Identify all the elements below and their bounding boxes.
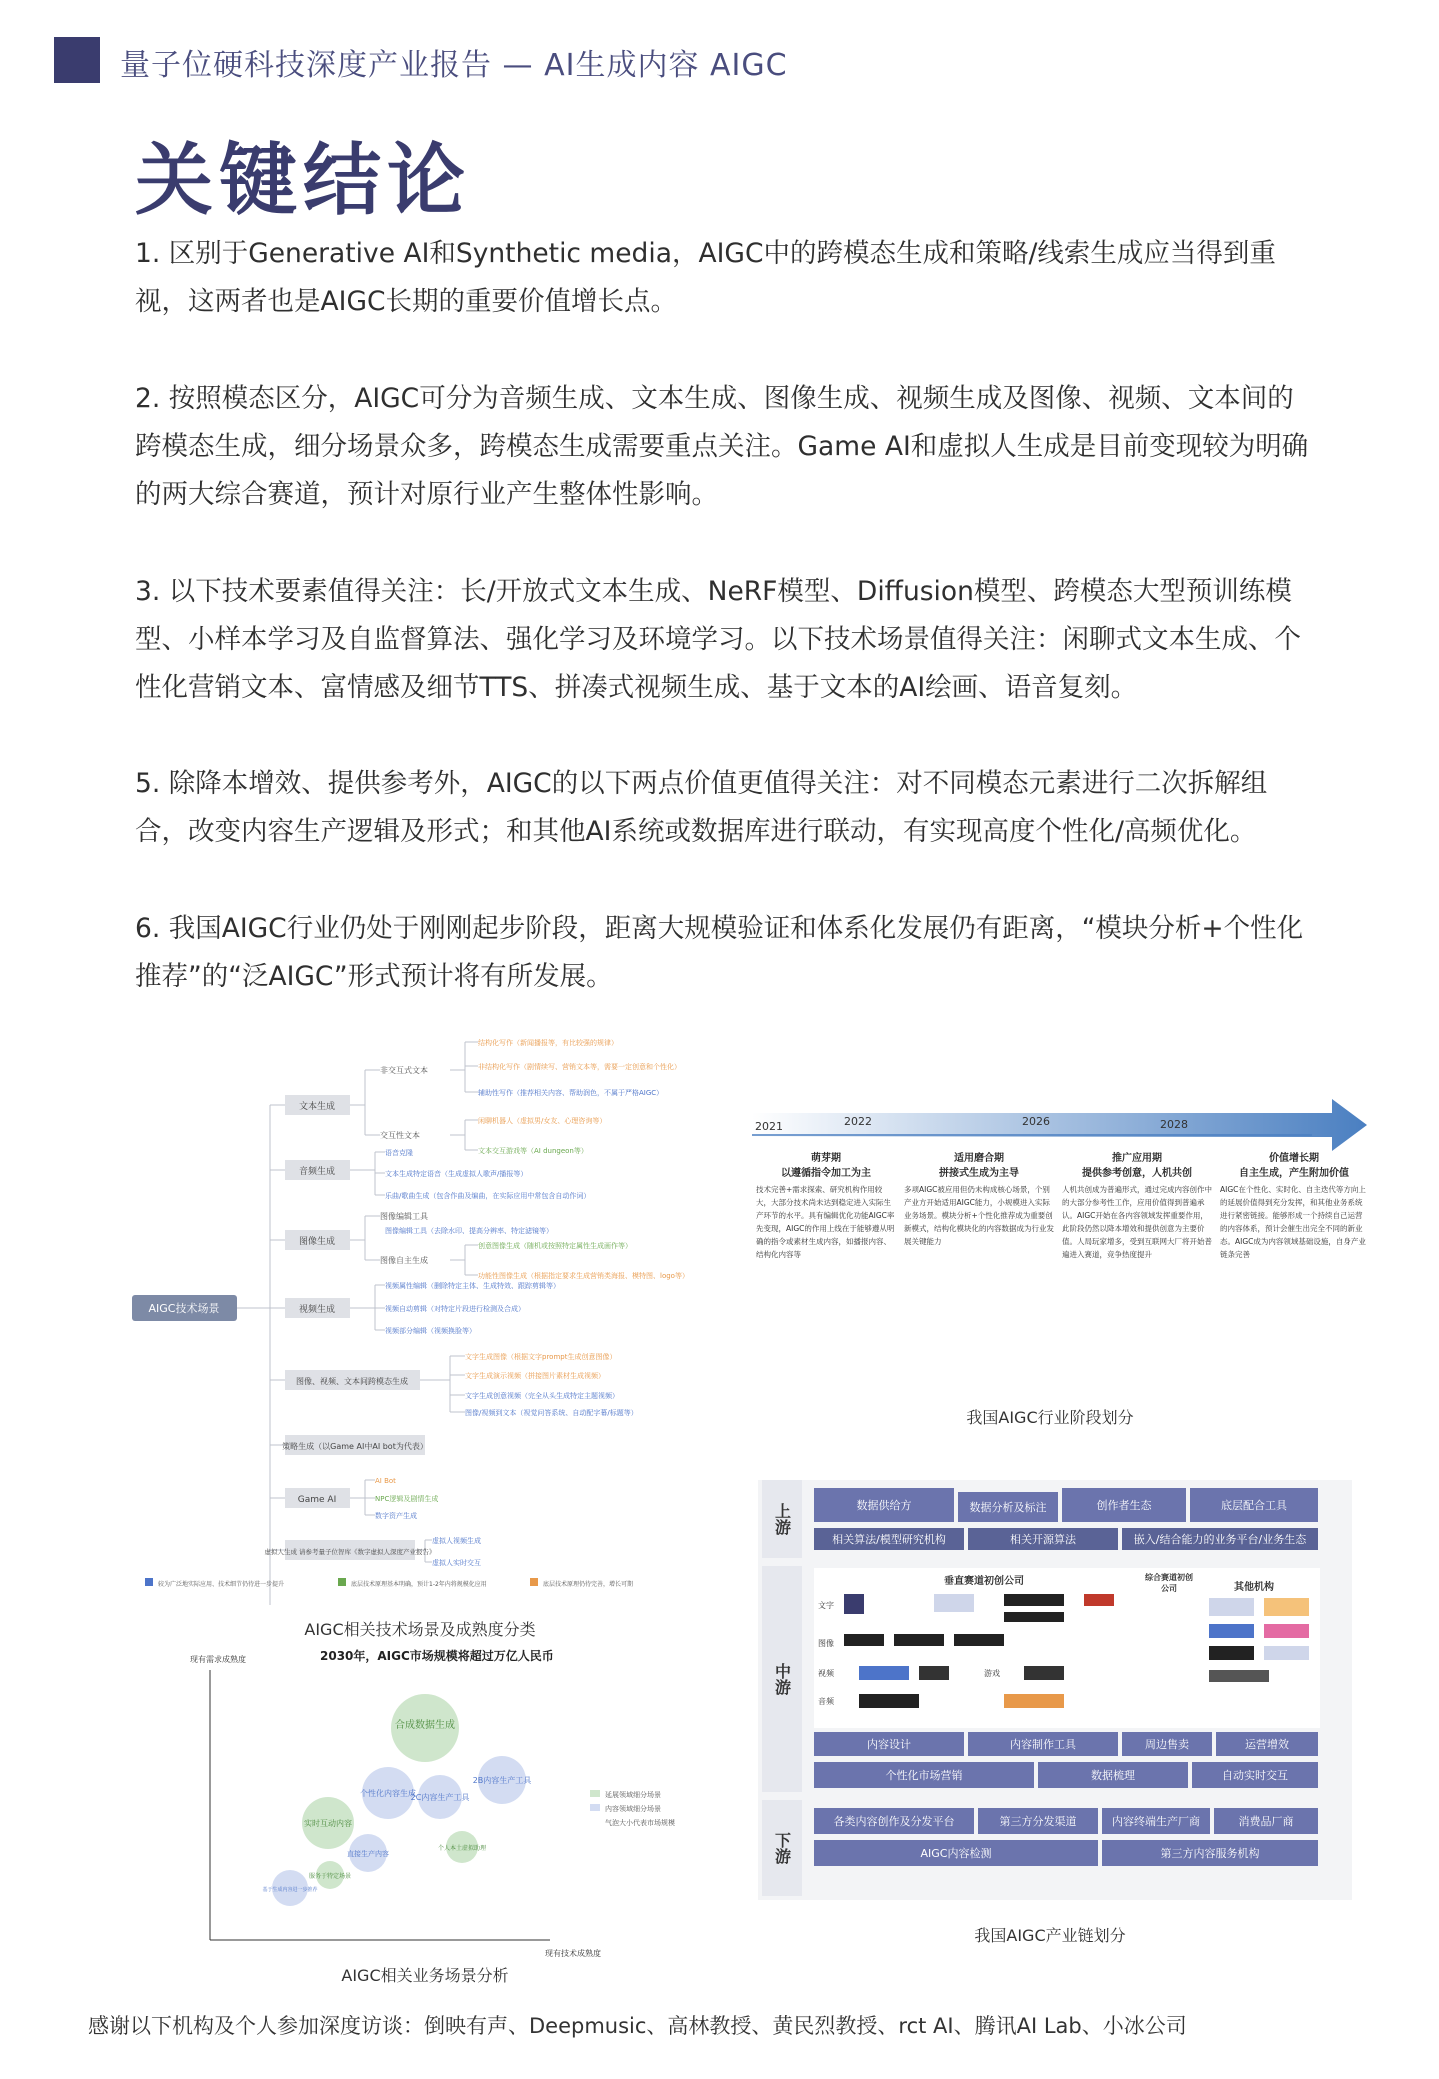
company-logo-icon bbox=[1264, 1646, 1309, 1660]
leaf: 视频属性编辑（删除特定主体、生成特效、跟踪剪辑等） bbox=[385, 1282, 560, 1290]
company-logo-icon bbox=[1024, 1666, 1064, 1680]
timeline-stages bbox=[752, 1149, 1372, 1261]
stage-col bbox=[1058, 1149, 1216, 1261]
conclusion-2: 2. 按照模态区分，AIGC可分为音频生成、文本生成、图像生成、视频生成及图像、视频、文本间的跨模态生成，细分场景众多，跨模态生成需要重点关注。Game AI和虚拟人生成是目前变现较为明确的两大综合赛道，预计对原行业产生整体性影响。 bbox=[135, 383, 1309, 510]
leaf: 语音克隆 bbox=[385, 1149, 413, 1157]
company-logo-icon bbox=[919, 1666, 949, 1680]
stage-text: AIGC在个性化、实时化、自主迭代等方向上的延展价值得到充分发挥，和其他业务系统进行紧密链接。能够形成一个持续自己运营的内容体系，预计会催生出完全不同的新业态。AIGC成为内容领域基础设施，自身产业链条完善 bbox=[1220, 1185, 1366, 1259]
bubble-legend-blue bbox=[590, 1804, 600, 1811]
company-logo-icon bbox=[934, 1594, 974, 1612]
tree-lines bbox=[237, 1042, 478, 1605]
bubble-label: 基于生成内容进一步推荐 bbox=[262, 1887, 318, 1893]
branch-video-gen: 视频生成 bbox=[298, 1305, 336, 1315]
leaf: 文字生成图像（根据文字prompt生成创意图像） bbox=[465, 1353, 617, 1361]
leaf: 乐曲/歌曲生成（包含作曲及编曲，在实际应用中常包含自动作词） bbox=[385, 1192, 591, 1200]
chain-up-data-supplier: 数据供给方 bbox=[814, 1488, 954, 1522]
stage-name: 萌芽期 bbox=[811, 1153, 841, 1164]
year-2026: 2026 bbox=[1022, 1115, 1050, 1128]
chain-mid-production-tools: 内容制作工具 bbox=[968, 1732, 1118, 1756]
chain-up-research: 相关算法/模型研究机构 bbox=[814, 1528, 964, 1550]
leaf: 创意图像生成（随机或按照特定属性生成画作等） bbox=[478, 1242, 632, 1250]
timeline-caption: 我国AIGC行业阶段划分 bbox=[966, 1408, 1134, 1427]
chain-other-logos bbox=[1209, 1598, 1314, 1718]
chain-label-downstream: 下游 bbox=[762, 1800, 802, 1896]
chain-mid-data-sorting: 数据梳理 bbox=[1038, 1762, 1188, 1788]
year-2022: 2022 bbox=[844, 1115, 872, 1128]
leaf: 虚拟人实时交互 bbox=[432, 1559, 481, 1567]
legend-green-text: 底层技术原理基本明确，预计1-2年内将规模化应用 bbox=[351, 1581, 487, 1588]
conclusion-1: 1. 区别于Generative AI和Synthetic media，AIGC中的跨模态生成和策略/线索生成应当得到重视，这两者也是AIGC长期的重要价值增长点。 bbox=[135, 238, 1276, 317]
leaf: 视频自动剪辑（对特定片段进行检测及合成） bbox=[385, 1305, 525, 1313]
chain-mid-content-design: 内容设计 bbox=[814, 1732, 964, 1756]
bubble-svg bbox=[150, 1640, 685, 1965]
company-logo-icon bbox=[954, 1634, 1004, 1646]
sub-interactive-text: 交互性文本 bbox=[380, 1131, 420, 1140]
company-logo-icon bbox=[1264, 1598, 1309, 1616]
stage-col bbox=[900, 1149, 1058, 1261]
bubble-label: 2B内容生产工具 bbox=[472, 1776, 532, 1785]
chain-mid-panel bbox=[814, 1568, 1320, 1728]
leaf: 辅助性写作（推荐相关内容、帮助润色，不属于严格AIGC） bbox=[478, 1089, 664, 1097]
leaf: 文本生成特定语音（生成虚拟人歌声/播报等） bbox=[385, 1170, 528, 1178]
stage-col bbox=[752, 1149, 900, 1261]
sub-noninteractive-text: 非交互式文本 bbox=[380, 1066, 428, 1075]
stage-name: 推广应用期 bbox=[1112, 1153, 1162, 1164]
chain-down-platforms: 各类内容创作及分发平台 bbox=[814, 1808, 974, 1834]
chain-mid-row-game: 游戏 bbox=[984, 1669, 1000, 1678]
chain-mid-other-title: 其他机构 bbox=[1234, 1582, 1274, 1593]
chain-up-platform: 嵌入/结合能力的业务平台/业务生态 bbox=[1122, 1528, 1318, 1550]
branch-image-gen: 图像生成 bbox=[298, 1237, 336, 1247]
chain-caption: 我国AIGC产业链划分 bbox=[974, 1926, 1126, 1945]
tech-tree-figure bbox=[120, 1020, 715, 1605]
leaf: 虚拟人视频生成 bbox=[432, 1537, 481, 1545]
chain-mid-realtime-interaction: 自动实时交互 bbox=[1192, 1762, 1318, 1788]
leaf: 文本交互游戏等（AI dungeon等） bbox=[478, 1147, 588, 1155]
chain-down-distribution: 第三方分发渠道 bbox=[978, 1808, 1098, 1834]
company-logo-icon bbox=[894, 1634, 944, 1646]
chain-down-terminal: 内容终端生产厂商 bbox=[1102, 1808, 1210, 1834]
leaf: 文字生成创意视频（完全从头生成特定主题视频） bbox=[465, 1392, 619, 1400]
chain-mid-row-image: 图像 bbox=[818, 1639, 834, 1648]
legend-blue-text: 较为广泛地实际应用、技术细节仍待进一步提升 bbox=[158, 1581, 285, 1588]
leaf: 视频部分编辑（视频换脸等） bbox=[385, 1327, 476, 1335]
tree-leaves bbox=[375, 1038, 689, 1567]
company-logo-icon bbox=[1209, 1646, 1254, 1660]
chain-down-consumer: 消费品厂商 bbox=[1214, 1808, 1318, 1834]
chain-mid-merch: 周边售卖 bbox=[1122, 1732, 1212, 1756]
stage-name: 适用磨合期 bbox=[954, 1153, 1004, 1164]
bubble-legend-text: 延展领域细分场景 bbox=[605, 1791, 661, 1799]
bubble-title: 2030年，AIGC市场规模将超过万亿人民币 bbox=[320, 1649, 554, 1663]
bubble-label: 合成数据生成 bbox=[395, 1720, 455, 1731]
header-title: 量子位硬科技深度产业报告 — AI生成内容 AIGC bbox=[120, 48, 788, 83]
year-2021: 2021 bbox=[755, 1120, 783, 1133]
chain-mid-row-text: 文字 bbox=[818, 1601, 834, 1610]
bubble-figure bbox=[150, 1640, 685, 1965]
leaf: 图像/视频到文本（视觉问答系统、自动配字幕/标题等） bbox=[465, 1409, 638, 1417]
branch-audio-gen: 音频生成 bbox=[298, 1167, 336, 1177]
legend-orange-text: 底层技术原理仍待完善，增长可期 bbox=[543, 1581, 634, 1588]
chain-mid-marketing: 个性化市场营销 bbox=[814, 1762, 1034, 1788]
conclusion-5: 5. 除降本增效、提供参考外，AIGC的以下两点价值更值得关注：对不同模态元素进行二次拆解组合，改变内容生产逻辑及形式；和其他AI系统或数据库进行联动，有实现高度个性化/高频优化。 bbox=[135, 768, 1268, 847]
stage-sub: 自主生成，产生附加价值 bbox=[1239, 1168, 1349, 1179]
chain-up-creator: 创作者生态 bbox=[1062, 1488, 1186, 1522]
company-logo-icon bbox=[1084, 1594, 1114, 1606]
tree-caption: AIGC相关技术场景及成熟度分类 bbox=[304, 1620, 536, 1639]
company-logo-icon bbox=[1209, 1598, 1254, 1616]
leaf: 文字生成演示视频（拼接图片素材生成视频） bbox=[465, 1372, 605, 1380]
sub-image-auto: 图像自主生成 bbox=[380, 1256, 428, 1265]
stage-col bbox=[1216, 1149, 1372, 1261]
chain-down-detection: AIGC内容检测 bbox=[814, 1840, 1098, 1866]
stage-sub: 以遵循指令加工为主 bbox=[781, 1168, 871, 1179]
leaf: NPC逻辑及剧情生成 bbox=[375, 1495, 439, 1503]
bubble-y-label: 现有需求成熟度 bbox=[190, 1655, 246, 1664]
stage-text: 技术完善+需求探索、研究机构作用较大，大部分技术尚未达到稳定进入实际生产环节的水平。具有编辑优化功能AIGC率先变现，AIGC的作用上线在于能够遵从明确的指令或素材生成内容，如播报内容、结构化内容等 bbox=[756, 1185, 895, 1259]
bubble-label: 个人本土虚拟助理 bbox=[437, 1845, 487, 1852]
branch-virtual-human: 虚拟人生成 请参考量子位智库《数字虚拟人深度产业报告》 bbox=[264, 1548, 436, 1556]
stage-sub: 提供参考创意，人机共创 bbox=[1082, 1168, 1192, 1179]
bubble-label: 2C内容生产工具 bbox=[410, 1793, 470, 1802]
bubble-legend-green bbox=[590, 1790, 600, 1797]
bubble-label: 个性化内容生成 bbox=[360, 1789, 416, 1798]
chain-mid-row-audio: 音频 bbox=[818, 1697, 834, 1706]
stage-name: 价值增长期 bbox=[1269, 1153, 1319, 1164]
company-logo-icon bbox=[1209, 1624, 1254, 1638]
chain-logo-grid bbox=[844, 1594, 1134, 1714]
leaf: 图像编辑工具（去除水印、提高分辨率、特定滤镜等） bbox=[385, 1227, 553, 1235]
company-logo-icon bbox=[859, 1666, 909, 1680]
branch-strategy: 策略生成（以Game AI中AI bot为代表） bbox=[282, 1442, 428, 1451]
tree-root-label: AIGC技术场景 bbox=[148, 1302, 220, 1315]
stage-text: 人机共创成为普遍形式，通过完成内容创作中的大部分参考性工作，应用价值得到普遍承认。AIGC开始在各内容领域发挥重要作用，此阶段仍然以降本增效和提供创意为主要价值。人局玩家增多，受到互联网大厂将开始普遍进入赛道，竞争热度提升 bbox=[1062, 1185, 1212, 1259]
conclusion-6: 6. 我国AIGC行业仍处于刚刚起步阶段，距离大规模验证和体系化发展仍有距离，“模块分析+个性化推荐”的“泛AIGC”形式预计将有所发展。 bbox=[135, 913, 1304, 992]
bubble-label: 直接生产内容 bbox=[347, 1850, 389, 1858]
chain-label-midstream: 中游 bbox=[762, 1566, 802, 1792]
company-logo-icon bbox=[1209, 1670, 1269, 1682]
bubble-caption: AIGC相关业务场景分析 bbox=[341, 1966, 509, 1985]
chain-down-services: 第三方内容服务机构 bbox=[1102, 1840, 1318, 1866]
chain-up-tools: 底层配合工具 bbox=[1190, 1488, 1318, 1522]
chain-up-data-labeling: 数据分析及标注 bbox=[958, 1492, 1058, 1522]
company-logo-icon bbox=[844, 1634, 884, 1646]
bubble-legend-text: 内容领域细分场景 bbox=[605, 1805, 661, 1813]
company-logo-icon bbox=[1004, 1694, 1064, 1708]
chain-label-upstream: 上游 bbox=[762, 1480, 802, 1558]
company-logo-icon bbox=[1264, 1624, 1309, 1638]
year-2028: 2028 bbox=[1160, 1118, 1188, 1131]
chain-mid-row-video: 视频 bbox=[818, 1669, 834, 1678]
chain-mid-ops: 运营增效 bbox=[1216, 1732, 1318, 1756]
chain-up-open-source: 相关开源算法 bbox=[968, 1528, 1118, 1550]
bubble-x-label: 现有技术成熟度 bbox=[545, 1949, 601, 1958]
thanks-footnote: 感谢以下机构及个人参加深度访谈：倒映有声、Deepmusic、高林教授、黄民烈教授、rct AI、腾讯AI Lab、小冰公司 bbox=[88, 2014, 1187, 2038]
chain-mid-general-title: 综合赛道初创公司 bbox=[1145, 1573, 1193, 1593]
header-square-icon bbox=[54, 37, 100, 83]
company-logo-icon bbox=[1004, 1612, 1064, 1622]
legend-swatch-orange bbox=[530, 1578, 538, 1586]
stage-sub: 拼接式生成为主导 bbox=[939, 1168, 1019, 1179]
leaf: 结构化写作（新闻播报等，有比较强的规律） bbox=[478, 1039, 618, 1047]
leaf: AI Bot bbox=[375, 1477, 396, 1485]
sub-image-edit: 图像编辑工具 bbox=[380, 1212, 428, 1221]
branch-cross-modal: 图像、视频、文本间跨模态生成 bbox=[296, 1377, 408, 1386]
tech-tree-svg bbox=[120, 1020, 715, 1605]
timeline-figure bbox=[752, 1095, 1372, 1365]
stage-text: 多项AIGC被应用但仍未构成核心场景，个别产业方开始适用AIGC能力，小规模进入实际业务场景。模块分析+个性化推荐成为重要创新模式，结构化模块化的内容数据成为行业发展关键能力 bbox=[904, 1185, 1054, 1246]
branch-game-ai: Game AI bbox=[297, 1495, 337, 1505]
company-logo-icon bbox=[844, 1594, 864, 1614]
bubble-label: 实时互动内容 bbox=[304, 1819, 352, 1828]
leaf: 非结构化写作（剧情续写、营销文本等，需要一定创意和个性化） bbox=[478, 1063, 681, 1071]
bubble-legend-text: 气泡大小代表市场规模 bbox=[605, 1819, 675, 1827]
chain-mid-vertical-title: 垂直赛道初创公司 bbox=[944, 1576, 1024, 1587]
bubble-label: 服务于特定场景 bbox=[308, 1873, 352, 1880]
company-logo-icon bbox=[1004, 1594, 1064, 1606]
company-logo-icon bbox=[859, 1694, 919, 1708]
leaf: 闲聊机器人（虚拟男/女友、心理咨询等） bbox=[478, 1117, 607, 1125]
conclusion-3: 3. 以下技术要素值得关注：长/开放式文本生成、NeRF模型、Diffusion模型、跨模态大型预训练模型、小样本学习及自监督算法、强化学习及环境学习。以下技术场景值得关注：闲聊式文本生成、个性化营销文本、富情感及细节TTS、拼凑式视频生成、基于文本的AI绘画、语音复刻。 bbox=[135, 576, 1301, 703]
leaf: 功能性图像生成（根据指定要求生成营销类海报、模特图、logo等） bbox=[478, 1272, 689, 1280]
branch-text-gen: 文本生成 bbox=[298, 1102, 336, 1112]
legend-swatch-green bbox=[338, 1578, 346, 1586]
chain-figure bbox=[758, 1480, 1352, 1900]
page-title: 关键结论 bbox=[135, 136, 472, 226]
leaf: 数字资产生成 bbox=[375, 1512, 417, 1520]
legend-swatch-blue bbox=[145, 1578, 153, 1586]
